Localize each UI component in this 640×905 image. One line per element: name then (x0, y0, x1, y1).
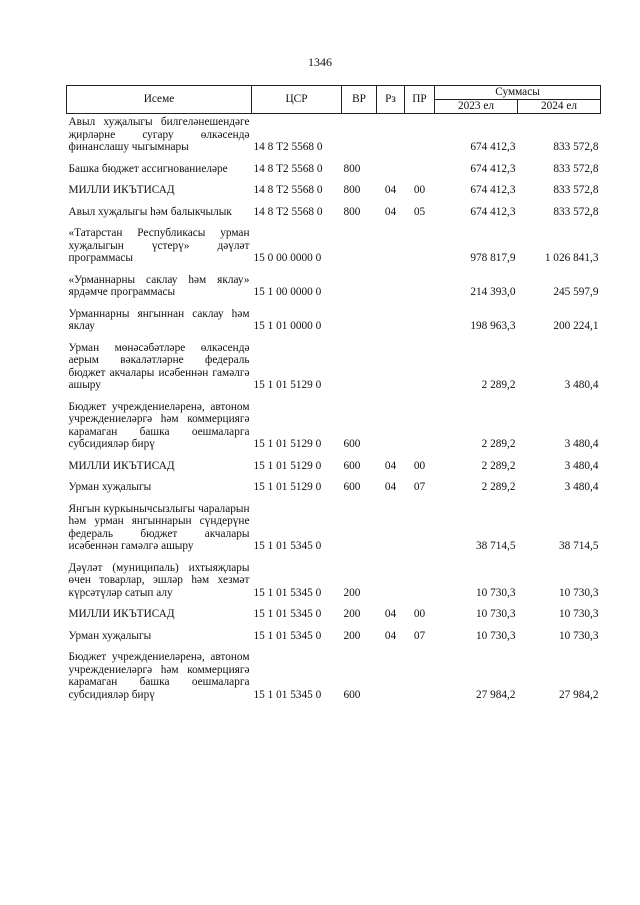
row-sum-2023: 38 714,5 (475, 540, 516, 552)
row-csr-code: 14 8 Т2 5568 0 (253, 184, 323, 196)
header-csr: ЦСР (252, 86, 342, 114)
row-sum-2024: 27 984,2 (558, 688, 599, 701)
row-sum-2024: 10 730,3 (558, 608, 599, 620)
table-row (67, 184, 601, 206)
row-name: Бюджет учреждениеләренә, автоном учреждениеләргә һәм коммерциягә карамаган башка оешмаларга субсидияләр бирү (68, 651, 250, 701)
row-rz-code (377, 651, 405, 710)
row-pr-code: 05 (413, 205, 426, 218)
header-vr: ВР (342, 86, 377, 114)
table-body (67, 114, 601, 711)
row-csr-code: 14 8 Т2 5568 0 (253, 205, 323, 218)
row-name: Урман хуҗалыгы (68, 629, 152, 642)
row-rz-code (377, 274, 405, 308)
row-pr-code (405, 227, 435, 274)
row-vr-code (342, 342, 377, 401)
row-csr-code: 15 1 01 5345 0 (253, 586, 322, 599)
row-name: Авыл хуҗалыгы һәм балыкчылык (68, 205, 232, 218)
row-pr-code (405, 342, 435, 401)
table-row (67, 608, 601, 630)
row-sum-2024: 245 597,9 (553, 286, 599, 298)
row-vr-code (342, 308, 377, 342)
row-csr-code: 15 1 00 0000 0 (253, 286, 322, 298)
row-sum-2023: 2 289,2 (481, 438, 516, 450)
row-sum-2023: 10 730,3 (475, 608, 516, 620)
row-rz-code: 04 (384, 184, 397, 196)
row-rz-code: 04 (384, 481, 397, 493)
row-rz-code (377, 227, 405, 274)
row-sum-2023: 674 412,3 (470, 205, 516, 218)
page-number: 1346 (308, 55, 332, 69)
row-rz-code (377, 342, 405, 401)
row-sum-2023: 198 963,3 (470, 320, 516, 332)
row-sum-2023: 10 730,3 (475, 586, 516, 599)
row-sum-2023: 674 412,3 (470, 184, 516, 196)
row-vr-code: 200 (343, 629, 361, 642)
row-sum-2024: 833 572,8 (553, 162, 599, 175)
table-row (67, 460, 601, 482)
row-vr-code (342, 227, 377, 274)
row-sum-2024: 10 730,3 (558, 586, 599, 599)
row-sum-2024: 3 480,4 (564, 438, 599, 450)
row-sum-2023: 674 412,3 (470, 141, 516, 153)
table-row (67, 308, 601, 342)
row-vr-code: 800 (343, 184, 361, 196)
row-pr-code (405, 114, 435, 163)
row-sum-2024: 3 480,4 (564, 481, 599, 493)
row-sum-2023: 10 730,3 (475, 629, 516, 642)
row-rz-code (377, 401, 405, 460)
budget-table (66, 85, 601, 710)
row-name: Янгын куркынычсызлыгы чараларын һәм урман янгыннарын сүндерүне федераль бюджет акчалары исәбеннән гамәлгә ашыру (68, 502, 250, 552)
table-row (67, 163, 601, 185)
row-rz-code (377, 503, 405, 562)
header-year-2023: 2023 ел (435, 100, 518, 114)
table-row (67, 227, 601, 274)
row-name: Авыл хуҗалыгы билгеләнешендәге җирләрне сугару өлкәсендә финанслашу чыгымнары (68, 116, 250, 153)
table-header (67, 86, 601, 114)
table-row (67, 503, 601, 562)
row-sum-2024: 38 714,5 (558, 540, 599, 552)
row-csr-code: 15 1 01 5345 0 (253, 629, 322, 642)
row-name: МИЛЛИ ИКЪТИСАД (68, 459, 175, 472)
row-name: «Татарстан Республикасы урман хуҗалыгын үстерү» дәүләт программасы (68, 227, 250, 264)
row-vr-code: 600 (343, 688, 361, 701)
row-vr-code (342, 274, 377, 308)
row-csr-code: 15 1 01 5129 0 (253, 438, 322, 450)
row-name: «Урманнарны саклау һәм яклау» ярдәмче программасы (68, 273, 250, 298)
table-row (67, 274, 601, 308)
row-rz-code: 04 (384, 459, 397, 472)
row-sum-2023: 978 817,9 (470, 252, 516, 264)
row-sum-2024: 10 730,3 (558, 629, 599, 642)
row-pr-code: 00 (413, 459, 426, 472)
row-pr-code (405, 562, 435, 609)
row-vr-code: 200 (343, 586, 361, 599)
row-csr-code: 15 1 01 5129 0 (253, 459, 322, 472)
row-rz-code: 04 (384, 629, 397, 642)
row-rz-code: 04 (384, 205, 397, 218)
table-row (67, 481, 601, 503)
row-name: МИЛЛИ ИКЪТИСАД (68, 184, 175, 196)
row-csr-code: 15 1 01 5129 0 (253, 379, 322, 391)
row-pr-code: 00 (413, 608, 426, 620)
row-sum-2023: 2 289,2 (481, 379, 516, 391)
row-csr-code: 14 8 Т2 5568 0 (253, 162, 323, 175)
table-row (67, 206, 601, 228)
row-name: Урман хуҗалыгы (68, 481, 152, 493)
row-pr-code: 00 (413, 184, 426, 196)
row-rz-code (377, 114, 405, 163)
row-vr-code (342, 114, 377, 163)
header-sums: Суммасы (435, 86, 601, 100)
row-csr-code: 15 1 01 5345 0 (253, 688, 322, 701)
table-row (67, 401, 601, 460)
table-row (67, 630, 601, 652)
table-row (67, 114, 601, 163)
row-name: Башка бюджет ассигнованиеләре (68, 162, 228, 175)
row-sum-2023: 2 289,2 (481, 481, 516, 493)
table-row (67, 651, 601, 710)
table-row (67, 342, 601, 401)
row-name: МИЛЛИ ИКЪТИСАД (68, 608, 175, 620)
row-vr-code: 800 (343, 162, 361, 175)
row-vr-code (342, 503, 377, 562)
row-vr-code: 800 (343, 205, 361, 218)
row-csr-code: 15 1 01 5345 0 (253, 608, 322, 620)
header-year-2024: 2024 ел (518, 100, 601, 114)
header-name: Исеме (67, 86, 252, 114)
row-pr-code (405, 651, 435, 710)
row-csr-code: 15 1 01 0000 0 (253, 320, 322, 332)
row-csr-code: 15 1 01 5345 0 (253, 540, 322, 552)
row-csr-code: 15 1 01 5129 0 (253, 481, 322, 493)
row-sum-2024: 3 480,4 (564, 459, 599, 472)
header-rz: Рз (377, 86, 405, 114)
row-pr-code: 07 (413, 481, 426, 493)
row-rz-code: 04 (384, 608, 397, 620)
row-vr-code: 600 (343, 438, 361, 450)
row-sum-2023: 2 289,2 (481, 459, 516, 472)
row-vr-code: 600 (343, 459, 361, 472)
row-pr-code (405, 163, 435, 185)
header-pr: ПР (405, 86, 435, 114)
row-vr-code: 600 (343, 481, 361, 493)
row-sum-2024: 833 572,8 (553, 184, 599, 196)
row-sum-2024: 3 480,4 (564, 379, 599, 391)
row-sum-2023: 27 984,2 (475, 688, 516, 701)
row-rz-code (377, 163, 405, 185)
row-csr-code: 15 0 00 0000 0 (253, 252, 322, 264)
row-sum-2023: 214 393,0 (470, 286, 516, 298)
row-pr-code (405, 401, 435, 460)
row-name: Урманнарны янгыннан саклау һәм яклау (68, 307, 250, 332)
row-csr-code: 14 8 Т2 5568 0 (253, 141, 323, 153)
row-pr-code: 07 (413, 629, 426, 642)
row-name: Урман мөнәсәбәтләре өлкәсендә аерым вәкаләтләрне федераль бюджет акчалары исәбеннән гамәлгә ашыру (68, 341, 250, 391)
table-row (67, 562, 601, 609)
row-sum-2024: 1 026 841,3 (544, 252, 599, 264)
row-pr-code (405, 503, 435, 562)
row-pr-code (405, 274, 435, 308)
row-sum-2024: 833 572,8 (553, 141, 599, 153)
row-sum-2023: 674 412,3 (470, 162, 516, 175)
row-name: Дәүләт (муниципаль) ихтыяҗлары өчен товарлар, эшләр һәм хезмәт күрсәтүләр сатып алу (68, 561, 250, 599)
row-sum-2024: 833 572,8 (553, 205, 599, 218)
row-rz-code (377, 562, 405, 609)
row-sum-2024: 200 224,1 (553, 320, 599, 332)
row-vr-code: 200 (343, 608, 361, 620)
row-pr-code (405, 308, 435, 342)
row-rz-code (377, 308, 405, 342)
row-name: Бюджет учреждениеләренә, автоном учреждениеләргә һәм коммерциягә карамаган башка оешмаларга субсидияләр бирү (68, 400, 250, 450)
